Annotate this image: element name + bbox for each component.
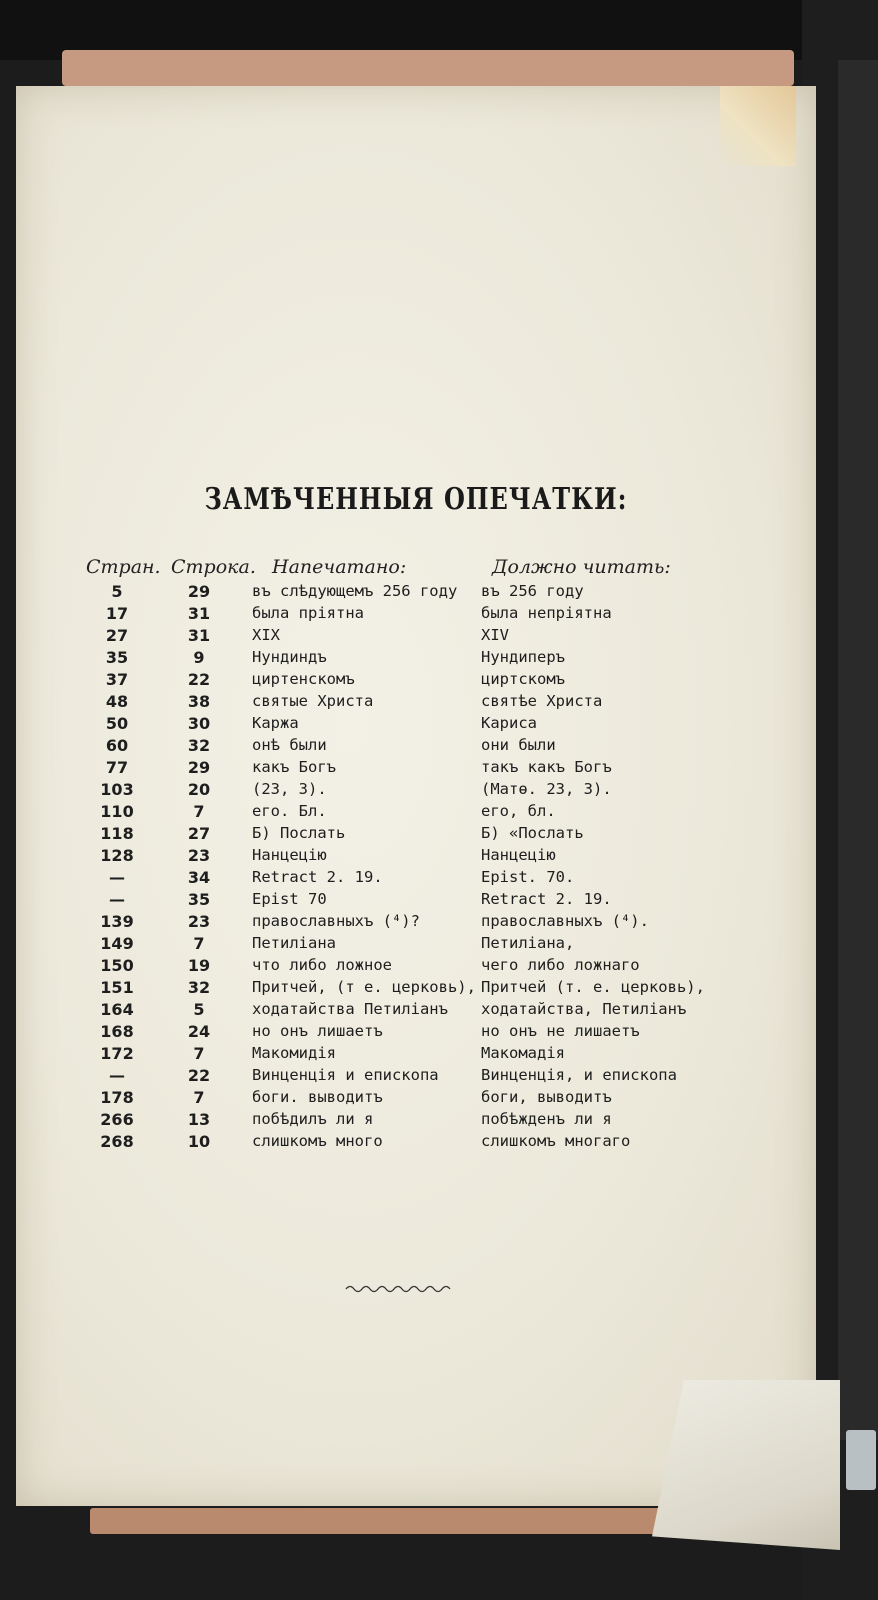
- errata-should-read: побѣжденъ ли я: [481, 1110, 612, 1128]
- errata-table: [16, 582, 816, 1154]
- errata-printed: Нундиндъ: [252, 648, 327, 666]
- errata-line: 31: [187, 626, 211, 645]
- errata-row: [16, 912, 816, 934]
- errata-printed: Retract 2. 19.: [252, 868, 383, 886]
- errata-should-read: православныхъ (⁴).: [481, 912, 649, 930]
- errata-printed: какъ Богъ: [252, 758, 336, 776]
- errata-should-read: циртскомъ: [481, 670, 565, 688]
- errata-row: [16, 1088, 816, 1110]
- errata-should-read: XIV: [481, 626, 509, 644]
- errata-page: 60: [105, 736, 129, 755]
- errata-line: 22: [187, 670, 211, 689]
- errata-page: 27: [105, 626, 129, 645]
- errata-printed: Макомидія: [252, 1044, 336, 1062]
- errata-line: 29: [187, 758, 211, 777]
- errata-line: 34: [187, 868, 211, 887]
- errata-line: 23: [187, 912, 211, 931]
- errata-page: —: [109, 1066, 125, 1085]
- errata-row: [16, 890, 816, 912]
- errata-page: 50: [105, 714, 129, 733]
- errata-page: 5: [111, 582, 123, 601]
- errata-printed: Epist 70: [252, 890, 327, 908]
- errata-row: [16, 846, 816, 868]
- errata-should-read: такъ какъ Богъ: [481, 758, 612, 776]
- errata-printed: его. Бл.: [252, 802, 327, 820]
- errata-printed: XIX: [252, 626, 280, 644]
- errata-page: 17: [105, 604, 129, 623]
- errata-printed: Б) Послать: [252, 824, 346, 842]
- errata-line: 5: [193, 1000, 205, 1019]
- errata-printed: циртенскомъ: [252, 670, 355, 688]
- header-page: Стран.: [86, 556, 161, 578]
- errata-row: [16, 802, 816, 824]
- errata-printed: Притчей, (т е. церковь),: [252, 978, 476, 996]
- errata-printed: слишкомъ много: [252, 1132, 383, 1150]
- errata-should-read: они были: [481, 736, 556, 754]
- errata-should-read: ходатайства, Петиліанъ: [481, 1000, 687, 1018]
- errata-page: 168: [100, 1022, 134, 1041]
- cover-board-top: [62, 50, 794, 86]
- errata-page: 48: [105, 692, 129, 711]
- errata-page: 150: [100, 956, 134, 975]
- errata-should-read: Макомадія: [481, 1044, 565, 1062]
- page-title: ЗАМѢЧЕННЫЯ ОПЕЧАТКИ:: [204, 480, 628, 517]
- header-line: Строка.: [171, 556, 256, 578]
- header-printed: Напечатано:: [272, 556, 407, 578]
- errata-printed: что либо ложное: [252, 956, 392, 974]
- errata-printed: ходатайства Петиліанъ: [252, 1000, 448, 1018]
- errata-row: [16, 1000, 816, 1022]
- errata-row: [16, 1132, 816, 1154]
- errata-line: 10: [187, 1132, 211, 1151]
- errata-line: 32: [187, 978, 211, 997]
- errata-line: 24: [187, 1022, 211, 1041]
- errata-page: 268: [100, 1132, 134, 1151]
- errata-page: 151: [100, 978, 134, 997]
- errata-page: —: [109, 868, 125, 887]
- errata-row: [16, 824, 816, 846]
- errata-should-read: въ 256 году: [481, 582, 584, 600]
- errata-page: 178: [100, 1088, 134, 1107]
- errata-printed: святые Христа: [252, 692, 374, 710]
- errata-line: 29: [187, 582, 211, 601]
- errata-row: [16, 604, 816, 626]
- errata-row: [16, 978, 816, 1000]
- errata-printed: побѣдилъ ли я: [252, 1110, 374, 1128]
- cover-board-bottom: [90, 1508, 740, 1534]
- document-page: [16, 86, 816, 1506]
- errata-should-read: боги, выводитъ: [481, 1088, 612, 1106]
- errata-page: —: [109, 890, 125, 909]
- errata-should-read: Петиліана,: [481, 934, 575, 952]
- errata-line: 7: [193, 1088, 205, 1107]
- errata-printed: Нанцецію: [252, 846, 327, 864]
- errata-printed: (23, 3).: [252, 780, 327, 798]
- header-should-read: Должно читать:: [492, 556, 671, 578]
- errata-printed: была пріятна: [252, 604, 364, 622]
- errata-printed: но онъ лишаетъ: [252, 1022, 383, 1040]
- errata-should-read: чего либо ложнаго: [481, 956, 640, 974]
- errata-page: 118: [100, 824, 134, 843]
- errata-row: [16, 780, 816, 802]
- errata-line: 27: [187, 824, 211, 843]
- errata-row: [16, 582, 816, 604]
- errata-row: [16, 714, 816, 736]
- spine-label: [846, 1430, 876, 1490]
- errata-line: 19: [187, 956, 211, 975]
- errata-printed: православныхъ (⁴)?: [252, 912, 420, 930]
- errata-line: 7: [193, 934, 205, 953]
- errata-should-read: Б) «Послать: [481, 824, 584, 842]
- errata-should-read: святѣе Христа: [481, 692, 603, 710]
- errata-page: 266: [100, 1110, 134, 1129]
- errata-row: [16, 670, 816, 692]
- errata-row: [16, 736, 816, 758]
- book-binding-edge: [838, 60, 878, 1440]
- errata-should-read: его, бл.: [481, 802, 556, 820]
- errata-should-read: Нундиперъ: [481, 648, 565, 666]
- errata-row: [16, 648, 816, 670]
- errata-row: [16, 1066, 816, 1088]
- errata-line: 23: [187, 846, 211, 865]
- errata-should-read: слишкомъ многаго: [481, 1132, 631, 1150]
- errata-row: [16, 868, 816, 890]
- ornament-divider: [344, 1282, 454, 1296]
- errata-page: 139: [100, 912, 134, 931]
- errata-line: 22: [187, 1066, 211, 1085]
- errata-should-read: Винценція, и епископа: [481, 1066, 677, 1084]
- errata-page: 37: [105, 670, 129, 689]
- errata-row: [16, 626, 816, 648]
- errata-page: 164: [100, 1000, 134, 1019]
- errata-printed: Петиліана: [252, 934, 336, 952]
- errata-should-read: но онъ не лишаетъ: [481, 1022, 640, 1040]
- errata-page: 149: [100, 934, 134, 953]
- errata-should-read: Нанцецію: [481, 846, 556, 864]
- errata-printed: Каржа: [252, 714, 299, 732]
- errata-row: [16, 758, 816, 780]
- errata-printed: боги. выводитъ: [252, 1088, 383, 1106]
- errata-line: 38: [187, 692, 211, 711]
- errata-page: 103: [100, 780, 134, 799]
- errata-row: [16, 956, 816, 978]
- errata-page: 172: [100, 1044, 134, 1063]
- errata-row: [16, 692, 816, 714]
- page-corner-stain: [720, 86, 796, 166]
- errata-line: 9: [193, 648, 205, 667]
- errata-should-read: (Матѳ. 23, 3).: [481, 780, 612, 798]
- errata-should-read: была непріятна: [481, 604, 612, 622]
- errata-row: [16, 1044, 816, 1066]
- errata-printed: Винценція и епископа: [252, 1066, 439, 1084]
- errata-line: 7: [193, 802, 205, 821]
- errata-row: [16, 1022, 816, 1044]
- errata-should-read: Притчей (т. е. церковь),: [481, 978, 705, 996]
- errata-line: 7: [193, 1044, 205, 1063]
- errata-line: 31: [187, 604, 211, 623]
- errata-line: 35: [187, 890, 211, 909]
- errata-page: 110: [100, 802, 134, 821]
- errata-line: 32: [187, 736, 211, 755]
- errata-line: 13: [187, 1110, 211, 1129]
- errata-line: 30: [187, 714, 211, 733]
- errata-printed: онѣ были: [252, 736, 327, 754]
- errata-row: [16, 1110, 816, 1132]
- errata-page: 128: [100, 846, 134, 865]
- errata-page: 35: [105, 648, 129, 667]
- errata-page: 77: [105, 758, 129, 777]
- errata-line: 20: [187, 780, 211, 799]
- errata-should-read: Epist. 70.: [481, 868, 575, 886]
- errata-printed: въ слѣдующемъ 256 году: [252, 582, 458, 600]
- errata-row: [16, 934, 816, 956]
- errata-should-read: Retract 2. 19.: [481, 890, 612, 908]
- errata-should-read: Кариса: [481, 714, 537, 732]
